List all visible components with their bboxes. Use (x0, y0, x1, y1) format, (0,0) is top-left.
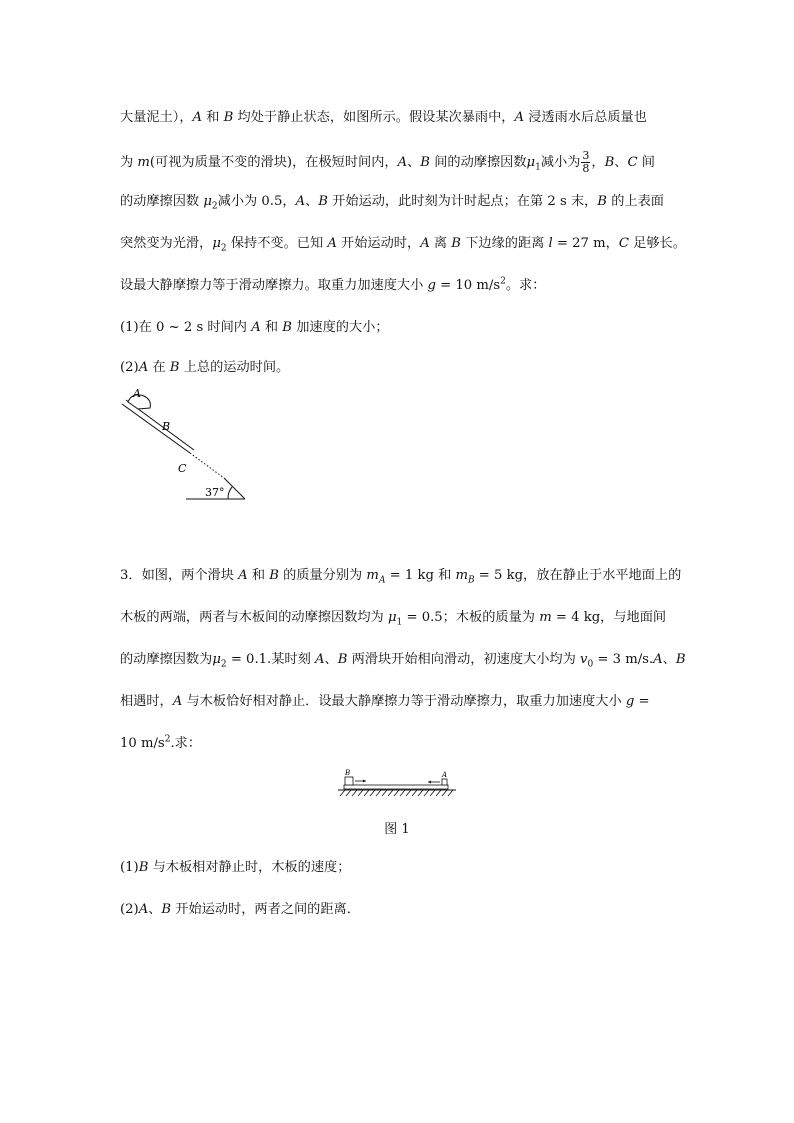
label-b: B (345, 769, 351, 777)
block-a (442, 779, 447, 785)
problem3-line-2: 木板的两端，两者与木板间的动摩擦因数均为 $\mu_1 = 0.5$；木板的质量为 m = 4 kg，与地面间 (120, 610, 667, 628)
block-b (345, 777, 353, 785)
label-a: A (133, 387, 141, 400)
problem2-line-2: 为 m(可视为质量不变的滑块)，在极短时间内，A、B 间的动摩擦因数$\mu_1$减小为 $\frac{3}{8}$ ，B、C 间 (120, 149, 655, 175)
problem2-line-3: 的动摩擦因数 $\mu_2$减小为 0.5，A、B 开始运动，此时刻为计时起点；在第 2 s 末，B 的上表面 (120, 194, 664, 212)
label-c: C (178, 462, 187, 475)
fraction-three-eighths: $\frac{3}{8}$ (582, 149, 590, 175)
incline-dotted (190, 453, 224, 478)
ground-hatching (340, 790, 453, 796)
problem3-question-1: (1)B 与木板相对静止时，木板的速度； (120, 860, 351, 875)
incline-lower (224, 478, 245, 499)
problem3-line-1: 3．如图，两个滑块 A 和 B 的质量分别为 $m_A = 1$ kg 和 $m_B = 5$ kg，放在静止于水平地面上的 (120, 568, 682, 586)
problem2-question-1: (1)在 0 ~ 2 s 时间内 A 和 B 加速度的大小； (120, 320, 389, 335)
arrow-left-icon (428, 781, 431, 784)
arrow-right-icon (363, 780, 366, 783)
problem3-question-2: (2)A、B 开始运动时，两者之间的距离． (120, 902, 360, 917)
label-b: B (162, 420, 171, 433)
problem2-line-5: 设最大静摩擦力等于滑动摩擦力。取重力加速度大小 g = 10 $m/s^2$。求： (120, 276, 546, 293)
incline-figure (110, 386, 260, 510)
board (344, 785, 448, 789)
angle-label: 37° (205, 486, 225, 499)
problem2-line-1: 大量泥土），A 和 B 均处于静止状态，如图所示。假设某次暴雨中，A 浸透雨水后总质量也 (120, 110, 647, 125)
problem3-line-4: 相遇时，A 与木板恰好相对静止．设最大静摩擦力等于滑动摩擦力，取重力加速度大小 g = (120, 694, 650, 709)
incline-solid (122, 404, 190, 453)
board-figure (336, 766, 460, 800)
label-a: A (442, 771, 448, 779)
figure-caption: 图 1 (384, 822, 410, 837)
problem3-line-5: 10 $m/s^2$.求： (120, 734, 202, 751)
problem2-question-2: (2)A 在 B 上总的运动时间。 (120, 360, 290, 375)
problem2-line-4: 突然变为光滑，$\mu_2$ 保持不变。已知 A 开始运动时，A 离 B 下边缘的距离 l = 27 m，C 足够长。 (120, 236, 686, 254)
problem3-line-3: 的动摩擦因数为$\mu_2 = 0.1$.某时刻 A、B 两滑块开始相向滑动，初速度大小均为 $v_0 = 3$ m/s.A、B (120, 652, 686, 670)
angle-arc (228, 487, 232, 499)
